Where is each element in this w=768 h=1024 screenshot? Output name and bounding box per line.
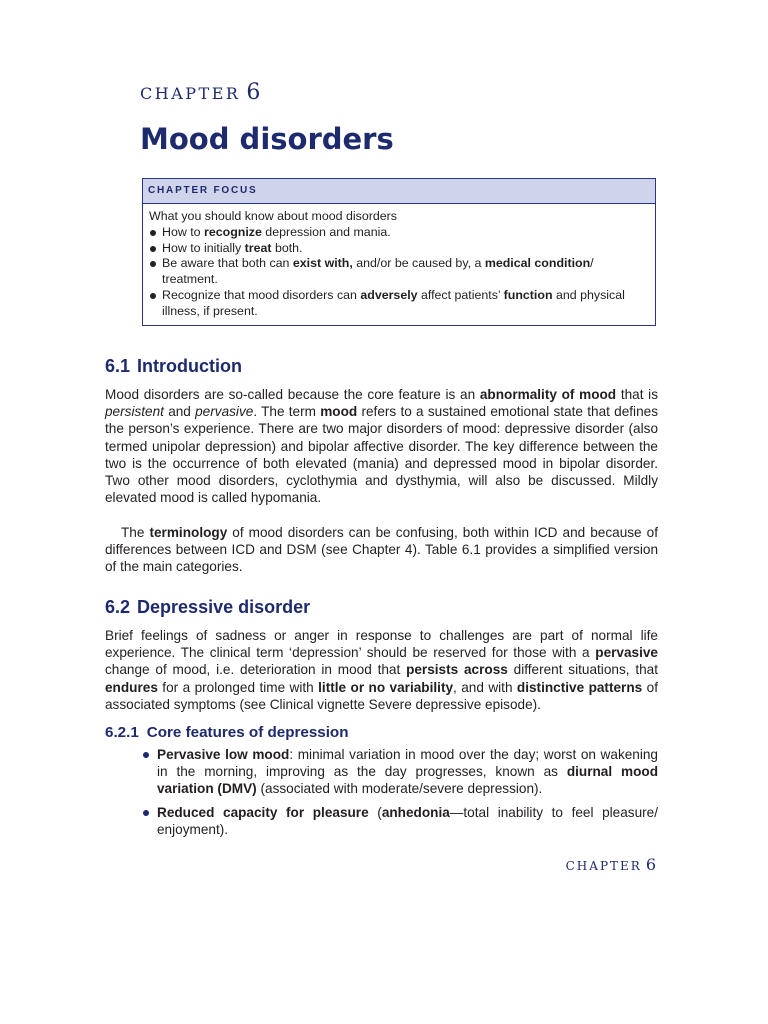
page-title: Mood disorders (140, 122, 394, 156)
focus-item (149, 288, 649, 320)
text: of mood disorders can be confusing, both within ICD and because of differences between ICD and DSM (see Chapter 4). Table 6.1 provides a simplified version of the main categories. (105, 525, 658, 575)
text: refers to a sustained emotional state that defines the person’s experience. There are two major disorders of mood: depressive disorder (also termed unipolar depression) and bipolar affective disorder. The key difference between the two is the occurrence of both elevated (mania) and depressed mood in bipolar disorder. Two other mood disorders, cyclothymia and dysthymia, will also be discussed. Mildly elevated mood is called hypomania. (105, 404, 658, 506)
focus-item-text: How to initially (162, 240, 245, 255)
focus-item (149, 256, 649, 288)
chapter-focus-list (149, 225, 649, 320)
focus-item (149, 241, 649, 257)
focus-item-emphasis: medical condition (484, 256, 591, 271)
core-features-list (142, 746, 658, 844)
section-title: Introduction (137, 356, 243, 376)
emphasis: persists across (406, 662, 508, 678)
chapter-focus-heading: CHAPTER FOCUS (143, 179, 655, 204)
focus-item-emphasis: treat (244, 240, 272, 255)
emphasis: little or no variability (318, 679, 454, 695)
intro-paragraph-1 (105, 386, 658, 506)
focus-item-text: and physical illness, if present. (162, 287, 625, 318)
section-heading-6-1 (105, 356, 242, 377)
focus-item-text: Recognize that mood disorders can (162, 287, 361, 302)
text: —total inability to feel pleasure/ enjoyment). (157, 804, 659, 837)
chapter-focus-box (142, 178, 656, 326)
emphasis: diurnal mood variation (DMV) (157, 764, 658, 797)
italic: pervasive (195, 404, 254, 420)
text: of associated symptoms (see Clinical vignette Severe depressive episode). (105, 679, 658, 712)
emphasis: endures (105, 679, 158, 695)
emphasis: abnormality of mood (479, 387, 617, 402)
emphasis: terminology (149, 525, 228, 540)
subsection-heading-6-2-1 (105, 724, 349, 741)
text: , and with (453, 679, 517, 695)
emphasis: Reduced capacity for pleasure (157, 804, 369, 820)
section-number: 6.2 (105, 597, 131, 617)
depressive-paragraph (105, 627, 658, 713)
chapter-label (140, 80, 260, 105)
emphasis: pervasive (595, 645, 658, 661)
focus-item-text: both. (271, 240, 303, 255)
chapter-label-word: CHAPTER (140, 84, 241, 103)
footer-label: CHAPTER (565, 859, 642, 873)
chapter-focus-body (143, 204, 655, 320)
emphasis: anhedonia (381, 804, 450, 820)
subsection-number: 6.2.1 (105, 724, 139, 741)
section-heading-6-2 (105, 597, 310, 618)
text: Brief feelings of sadness or anger in response to challenges are part of normal life experience. The clinical term ‘depression’ should be reserved for those with a (105, 628, 658, 661)
text: that is (616, 387, 658, 402)
emphasis: Pervasive low mood (157, 747, 290, 762)
focus-item-emphasis: exist with, (292, 256, 353, 271)
text: and (163, 404, 196, 420)
text: . The term (253, 404, 321, 420)
subsection-title: Core features of depression (146, 724, 349, 741)
text: (associated with moderate/severe depression). (256, 781, 543, 797)
section-number: 6.1 (105, 356, 131, 376)
emphasis: distinctive patterns (516, 679, 643, 695)
focus-item-text: Be aware that both can (162, 256, 293, 271)
text: different situations, that (507, 662, 658, 678)
section-title: Depressive disorder (137, 597, 311, 617)
text: : minimal variation in mood over the day; worst on wakening in the morning, improving as the day progresses, known as (157, 747, 658, 780)
focus-item-text: and/or be caused by, a (352, 256, 485, 271)
chapter-number: 6 (246, 80, 261, 105)
focus-item-emphasis: recognize (204, 224, 262, 239)
focus-item-text: affect patients’ (417, 287, 504, 302)
list-item (142, 746, 658, 798)
focus-item (149, 225, 649, 241)
focus-item-emphasis: adversely (360, 287, 418, 302)
intro-paragraph-2 (105, 524, 658, 576)
focus-item-emphasis: function (503, 287, 553, 302)
focus-item-text: How to (162, 224, 205, 239)
text: ( (368, 804, 382, 820)
running-footer (566, 855, 656, 874)
italic: persistent (105, 404, 164, 420)
text: for a prolonged time with (157, 679, 319, 695)
text: change of mood, i.e. deterioration in mood that (105, 662, 407, 678)
emphasis: mood (320, 404, 358, 420)
list-item (142, 804, 658, 838)
text: The (121, 525, 150, 540)
footer-number: 6 (645, 855, 656, 874)
chapter-focus-intro: What you should know about mood disorders (149, 209, 397, 223)
focus-item-text: / treatment. (162, 256, 594, 287)
focus-item-text: depression and mania. (261, 224, 391, 239)
text: Mood disorders are so-called because the core feature is an (105, 387, 480, 402)
